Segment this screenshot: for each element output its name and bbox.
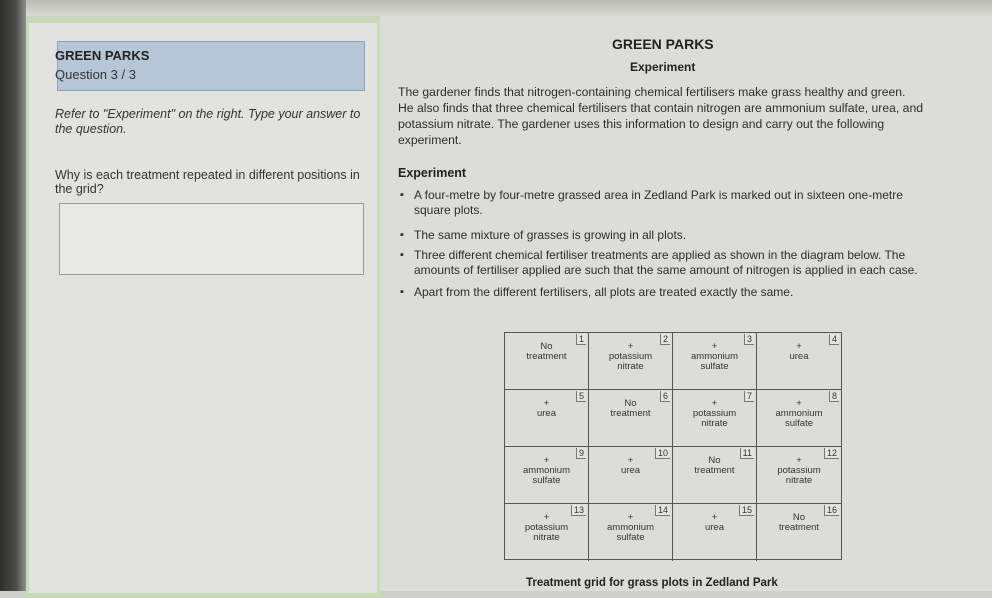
treatment-label: + ammonium sulfate — [523, 455, 570, 486]
bullet-item — [398, 228, 918, 243]
bullet-text: Three different chemical fertiliser treatments are applied as shown in the diagram below. The amounts of fertiliser applied are such that the same amount of nitrogen is applied in each case. — [414, 248, 918, 277]
experiment-subtitle: Experiment — [630, 60, 696, 74]
treatment-label: + urea — [536, 398, 556, 419]
grid-cell — [757, 390, 841, 447]
treatment-label: No treatment — [778, 512, 820, 533]
experiment-page-title: GREEN PARKS — [612, 36, 714, 52]
bullet-icon: ▪ — [400, 286, 404, 298]
plot-number: 1 — [576, 334, 586, 345]
plot-number: 12 — [824, 448, 839, 459]
plot-number: 15 — [739, 505, 754, 516]
grid-cell — [505, 447, 589, 504]
plot-number: 8 — [829, 391, 839, 402]
intro-paragraph: The gardener finds that nitrogen-containing chemical fertilisers make grass healthy and green. He also finds that three chemical fertilisers that contain nitrogen are ammonium sulfate, urea, and potassium nitrate. The gardener uses this information to design and carry out the following experiment. — [398, 85, 924, 147]
experiment-bullet-list — [398, 188, 918, 300]
grid-cell — [673, 390, 757, 447]
treatment-label: No treatment — [610, 398, 651, 419]
grid-cell — [673, 504, 757, 561]
grid-cell — [673, 333, 757, 390]
plot-number: 2 — [660, 334, 670, 345]
grid-cell — [589, 504, 673, 561]
treatment-label: + potassium nitrate — [608, 341, 653, 372]
treatment-label: + potassium nitrate — [524, 512, 569, 543]
grid-cell — [589, 447, 673, 504]
plot-number: 4 — [829, 334, 839, 345]
answer-input[interactable] — [59, 203, 364, 275]
monitor-bezel-top — [0, 0, 992, 16]
treatment-label: + ammonium sulfate — [607, 512, 654, 543]
treatment-label: + potassium nitrate — [692, 398, 737, 429]
grid-cell — [673, 447, 757, 504]
plot-number: 6 — [660, 391, 670, 402]
plot-number: 7 — [744, 391, 754, 402]
treatment-label: + potassium nitrate — [777, 455, 821, 486]
plot-number: 11 — [740, 448, 754, 459]
treatment-label: No treatment — [694, 455, 735, 476]
treatment-label: + urea — [620, 455, 640, 476]
question-counter: Question 3 / 3 — [55, 67, 136, 82]
plot-number: 16 — [824, 505, 839, 516]
grid-cell — [505, 390, 589, 447]
bullet-text: A four-metre by four-metre grassed area in Zedland Park is marked out in sixteen one-metre square plots. — [414, 188, 903, 217]
bullet-icon: ▪ — [400, 249, 404, 261]
instruction-text: Refer to "Experiment" on the right. Type your answer to the question. — [55, 107, 361, 136]
treatment-label: + urea — [704, 512, 724, 533]
question-text: Why is each treatment repeated in different positions in the grid? — [55, 168, 360, 196]
monitor-bezel-left — [0, 0, 26, 591]
bullet-text: The same mixture of grasses is growing in all plots. — [414, 228, 687, 242]
plot-number: 3 — [744, 334, 754, 345]
grid-cell — [589, 390, 673, 447]
question-panel — [24, 18, 382, 598]
grid-cell — [757, 504, 841, 561]
plot-number: 9 — [576, 448, 586, 459]
plot-number: 5 — [576, 391, 586, 402]
grid-cell — [505, 333, 589, 390]
treatment-label: + urea — [789, 341, 809, 362]
bullet-item — [398, 188, 918, 218]
experiment-heading: Experiment — [398, 166, 467, 180]
bullet-icon: ▪ — [400, 229, 404, 241]
treatment-label: + ammonium sulfate — [691, 341, 738, 372]
grid-cell — [757, 333, 841, 390]
grid-cell — [505, 504, 589, 561]
treatment-label: + ammonium sulfate — [775, 398, 823, 429]
treatment-grid — [504, 332, 842, 560]
grid-cell — [589, 333, 673, 390]
plot-number: 13 — [571, 505, 586, 516]
experiment-panel — [380, 16, 992, 591]
grid-cell — [757, 447, 841, 504]
bullet-text: Apart from the different fertilisers, all plots are treated exactly the same. — [414, 285, 794, 299]
bullet-item — [398, 248, 918, 278]
grid-caption: Treatment grid for grass plots in Zedland Park — [526, 577, 778, 589]
plot-number: 14 — [655, 505, 670, 516]
plot-number: 10 — [655, 448, 670, 459]
treatment-label: No treatment — [526, 341, 567, 362]
bullet-item — [398, 285, 918, 300]
bullet-icon: ▪ — [400, 189, 404, 201]
app-title: GREEN PARKS — [55, 48, 150, 63]
